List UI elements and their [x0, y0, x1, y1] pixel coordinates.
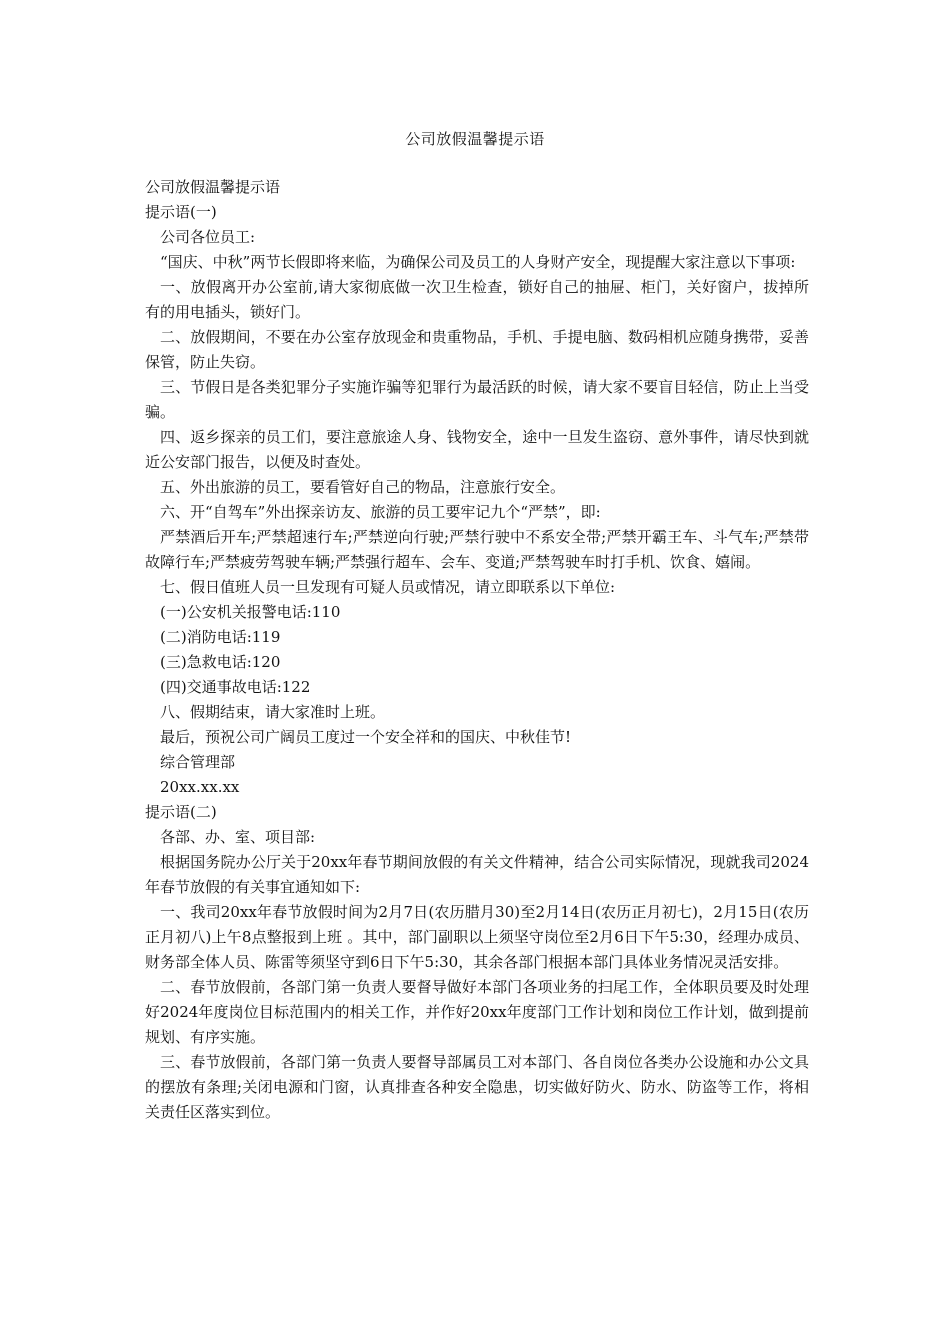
- paragraph: 二、春节放假前，各部门第一负责人要督导做好本部门各项业务的扫尾工作，全体职员要及时处理好2024年度岗位目标范围内的相关工作，并作好20xx年度部门工作计划和岗位工作计划，做到提前规划、有序实施。: [145, 978, 809, 1046]
- paragraph: (二)消防电话:119: [160, 628, 281, 646]
- paragraph: 四、返乡探亲的员工们，要注意旅途人身、钱物安全，途中一旦发生盗窃、意外事件，请尽快到就近公安部门报告，以便及时查处。: [145, 428, 809, 471]
- paragraph: (四)交通事故电话:122: [160, 678, 311, 696]
- paragraph: (一)公安机关报警电话:110: [160, 603, 341, 621]
- paragraph: 各部、办、室、项目部:: [160, 828, 316, 846]
- paragraph: 一、我司20xx年春节放假时间为2月7日(农历腊月30)至2月14日(农历正月初七)，2月15日(农历正月初八)上午8点整报到上班 。其中，部门副职以上须坚守岗位至2月6日下午5:30，经理办成员、财务部全体人员、陈雷等须坚守到6日下午5:30，其余各部门根据本部门具体业务情况灵活安排。: [145, 903, 809, 971]
- paragraph: 根据国务院办公厅关于20xx年春节期间放假的有关文件精神，结合公司实际情况，现就我司2024年春节放假的有关事宜通知如下:: [145, 853, 809, 896]
- paragraph: 三、节假日是各类犯罪分子实施诈骗等犯罪行为最活跃的时候，请大家不要盲目轻信，防止上当受骗。: [145, 378, 809, 421]
- paragraph: 五、外出旅游的员工，要看管好自己的物品，注意旅行安全。: [160, 478, 566, 496]
- paragraph: 八、假期结束，请大家准时上班。: [160, 703, 386, 721]
- paragraph: 提示语(一): [145, 203, 217, 221]
- paragraph: 20xx.xx.xx: [160, 778, 240, 796]
- paragraph: 最后，预祝公司广阔员工度过一个安全祥和的国庆、中秋佳节!: [160, 728, 572, 746]
- paragraph: 七、假日值班人员一旦发现有可疑人员或情况，请立即联系以下单位:: [160, 578, 616, 596]
- paragraph: 六、开“自驾车”外出探亲访友、旅游的员工要牢记九个“严禁”，即:: [160, 503, 601, 521]
- paragraph: 三、春节放假前，各部门第一负责人要督导部属员工对本部门、各自岗位各类办公设施和办公文具的摆放有条理;关闭电源和门窗，认真排查各种安全隐患，切实做好防火、防水、防盗等工作，将相关责任区落实到位。: [145, 1053, 809, 1121]
- paragraph: 公司放假温馨提示语: [145, 178, 281, 196]
- paragraph: 二、放假期间，不要在办公室存放现金和贵重物品，手机、手提电脑、数码相机应随身携带，妥善保管，防止失窃。: [145, 328, 809, 371]
- paragraph: “国庆、中秋”两节长假即将来临，为确保公司及员工的人身财产安全，现提醒大家注意以下事项:: [160, 253, 796, 271]
- paragraph: (三)急救电话:120: [160, 653, 281, 671]
- document-title: 公司放假温馨提示语: [405, 130, 545, 148]
- document-body: [145, 175, 809, 1125]
- paragraph: 严禁酒后开车;严禁超速行车;严禁逆向行驶;严禁行驶中不系安全带;严禁开霸王车、斗气车;严禁带故障行车;严禁疲劳驾驶车辆;严禁强行超车、会车、变道;严禁驾驶车时打手机、饮食、嬉闹。: [145, 528, 809, 571]
- paragraph: 一、放假离开办公室前,请大家彻底做一次卫生检查，锁好自己的抽屉、柜门，关好窗户，拔掉所有的用电插头，锁好门。: [145, 278, 809, 321]
- paragraph: 综合管理部: [160, 753, 236, 771]
- paragraph: 公司各位员工:: [160, 228, 256, 246]
- paragraph: 提示语(二): [145, 803, 217, 821]
